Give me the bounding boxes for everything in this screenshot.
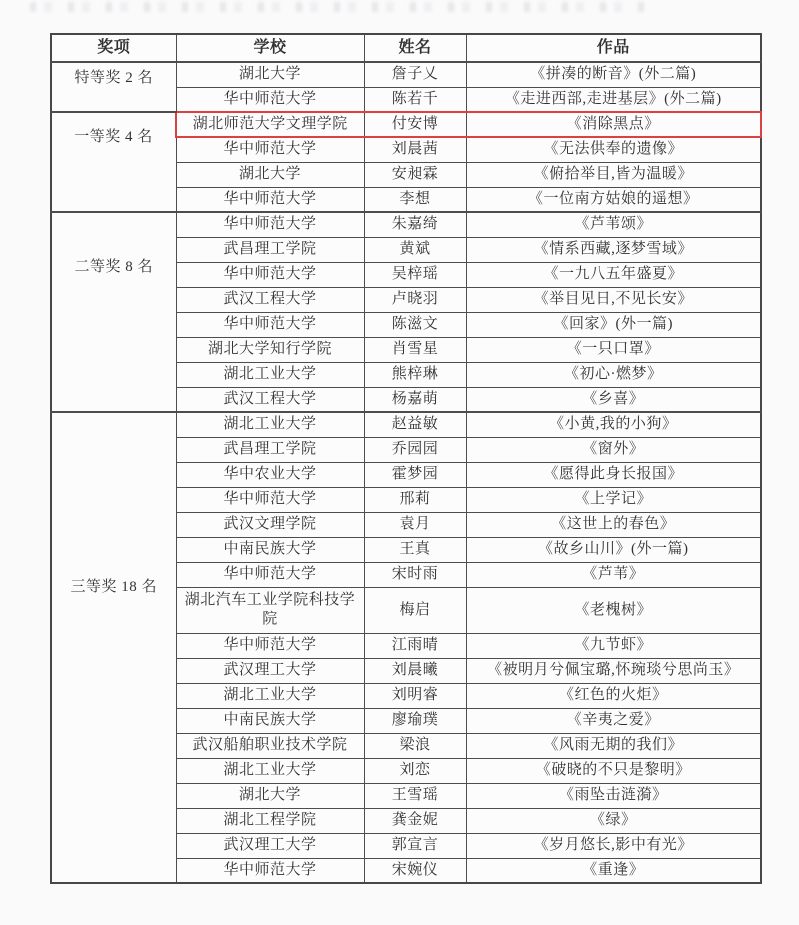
school-cell: 湖北工业大学	[176, 412, 364, 437]
name-cell: 刘明睿	[364, 683, 466, 708]
work-cell: 《窗外》	[466, 437, 761, 462]
name-cell: 刘晨茜	[364, 137, 466, 162]
name-cell: 李想	[364, 187, 466, 212]
table-row	[51, 112, 761, 137]
work-cell: 《红色的火炬》	[466, 683, 761, 708]
work-cell: 《重逢》	[466, 858, 761, 883]
name-cell: 郭宣言	[364, 833, 466, 858]
table-row	[51, 412, 761, 437]
school-cell: 武汉理工大学	[176, 658, 364, 683]
school-cell: 华中师范大学	[176, 137, 364, 162]
work-cell: 《岁月悠长,影中有光》	[466, 833, 761, 858]
name-cell: 刘恋	[364, 758, 466, 783]
school-cell: 华中师范大学	[176, 87, 364, 112]
name-cell: 梁浪	[364, 733, 466, 758]
work-cell: 《小黄,我的小狗》	[466, 412, 761, 437]
award-results-table	[50, 33, 762, 884]
header-award: 奖项	[51, 34, 176, 62]
school-cell: 湖北大学	[176, 62, 364, 87]
name-cell: 陈滋文	[364, 312, 466, 337]
award-group-label: 二等奖 8 名	[51, 212, 176, 412]
name-cell: 肖雪星	[364, 337, 466, 362]
school-cell: 武汉工程大学	[176, 387, 364, 412]
work-cell: 《回家》(外一篇)	[466, 312, 761, 337]
school-cell: 武汉理工大学	[176, 833, 364, 858]
school-cell: 武汉文理学院	[176, 512, 364, 537]
award-group-label: 一等奖 4 名	[51, 112, 176, 212]
work-cell: 《一九八五年盛夏》	[466, 262, 761, 287]
school-cell: 湖北汽车工业学院科技学院	[176, 587, 364, 633]
work-cell: 《雨坠击涟漪》	[466, 783, 761, 808]
name-cell: 吴梓瑶	[364, 262, 466, 287]
name-cell: 付安博	[364, 112, 466, 137]
work-cell: 《故乡山川》(外一篇)	[466, 537, 761, 562]
school-cell: 湖北大学知行学院	[176, 337, 364, 362]
school-cell: 湖北工业大学	[176, 758, 364, 783]
name-cell: 朱嘉绮	[364, 212, 466, 237]
school-cell: 中南民族大学	[176, 537, 364, 562]
work-cell: 《情系西藏,逐梦雪域》	[466, 237, 761, 262]
school-cell: 华中师范大学	[176, 633, 364, 658]
school-cell: 华中师范大学	[176, 262, 364, 287]
name-cell: 王雪瑶	[364, 783, 466, 808]
cropped-text-remnant	[30, 2, 650, 12]
header-school: 学校	[176, 34, 364, 62]
work-cell: 《芦苇颂》	[466, 212, 761, 237]
name-cell: 赵益敏	[364, 412, 466, 437]
school-cell: 武汉工程大学	[176, 287, 364, 312]
header-name: 姓名	[364, 34, 466, 62]
work-cell: 《消除黑点》	[466, 112, 761, 137]
work-cell: 《愿得此身长报国》	[466, 462, 761, 487]
school-cell: 湖北工程学院	[176, 808, 364, 833]
work-cell: 《老槐树》	[466, 587, 761, 633]
name-cell: 宋婉仪	[364, 858, 466, 883]
school-cell: 华中师范大学	[176, 212, 364, 237]
work-cell: 《风雨无期的我们》	[466, 733, 761, 758]
name-cell: 杨嘉萌	[364, 387, 466, 412]
school-cell: 武昌理工学院	[176, 237, 364, 262]
work-cell: 《芦苇》	[466, 562, 761, 587]
school-cell: 湖北工业大学	[176, 683, 364, 708]
work-cell: 《走进西部,走进基层》(外二篇)	[466, 87, 761, 112]
name-cell: 梅启	[364, 587, 466, 633]
work-cell: 《初心·燃梦》	[466, 362, 761, 387]
school-cell: 华中师范大学	[176, 312, 364, 337]
award-group-label: 特等奖 2 名	[51, 62, 176, 112]
name-cell: 卢晓羽	[364, 287, 466, 312]
name-cell: 陈若千	[364, 87, 466, 112]
name-cell: 邢莉	[364, 487, 466, 512]
school-cell: 华中农业大学	[176, 462, 364, 487]
school-cell: 湖北大学	[176, 162, 364, 187]
work-cell: 《上学记》	[466, 487, 761, 512]
work-cell: 《绿》	[466, 808, 761, 833]
work-cell: 《拼凑的断音》(外二篇)	[466, 62, 761, 87]
header-work: 作品	[466, 34, 761, 62]
school-cell: 华中师范大学	[176, 858, 364, 883]
work-cell: 《辛夷之爱》	[466, 708, 761, 733]
work-cell: 《被明月兮佩宝璐,怀琬琰兮思尚玉》	[466, 658, 761, 683]
name-cell: 江雨晴	[364, 633, 466, 658]
work-cell: 《这世上的春色》	[466, 512, 761, 537]
name-cell: 王真	[364, 537, 466, 562]
table-body	[51, 62, 761, 883]
school-cell: 华中师范大学	[176, 487, 364, 512]
name-cell: 霍梦园	[364, 462, 466, 487]
work-cell: 《乡喜》	[466, 387, 761, 412]
work-cell: 《破晓的不只是黎明》	[466, 758, 761, 783]
name-cell: 廖瑜璞	[364, 708, 466, 733]
table-row	[51, 212, 761, 237]
school-cell: 湖北大学	[176, 783, 364, 808]
name-cell: 龚金妮	[364, 808, 466, 833]
work-cell: 《无法供奉的遗像》	[466, 137, 761, 162]
work-cell: 《九节虾》	[466, 633, 761, 658]
name-cell: 乔园园	[364, 437, 466, 462]
school-cell: 湖北工业大学	[176, 362, 364, 387]
school-cell: 华中师范大学	[176, 562, 364, 587]
school-cell: 武昌理工学院	[176, 437, 364, 462]
table-row	[51, 62, 761, 87]
name-cell: 詹子乂	[364, 62, 466, 87]
school-cell: 武汉船舶职业技术学院	[176, 733, 364, 758]
name-cell: 宋时雨	[364, 562, 466, 587]
name-cell: 安昶霖	[364, 162, 466, 187]
school-cell: 湖北师范大学文理学院	[176, 112, 364, 137]
name-cell: 熊梓琳	[364, 362, 466, 387]
school-cell: 中南民族大学	[176, 708, 364, 733]
table-header-row	[51, 34, 761, 62]
name-cell: 刘晨曦	[364, 658, 466, 683]
award-group-label: 三等奖 18 名	[51, 412, 176, 883]
work-cell: 《举目见日,不见长安》	[466, 287, 761, 312]
work-cell: 《一位南方姑娘的遥想》	[466, 187, 761, 212]
name-cell: 黄斌	[364, 237, 466, 262]
work-cell: 《一只口罩》	[466, 337, 761, 362]
work-cell: 《俯拾举目,皆为温暖》	[466, 162, 761, 187]
school-cell: 华中师范大学	[176, 187, 364, 212]
name-cell: 袁月	[364, 512, 466, 537]
